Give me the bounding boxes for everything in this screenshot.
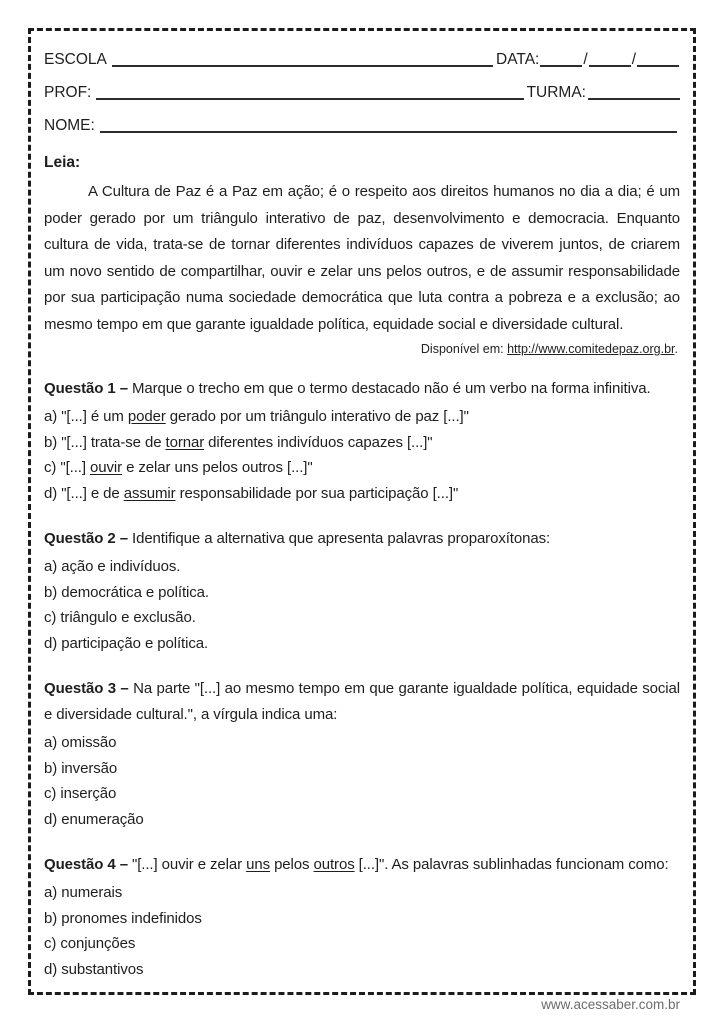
answer-option: [44, 781, 680, 807]
text-segment: c) conjunções: [44, 935, 136, 952]
text-segment: responsabilidade por sua participação [...]": [175, 484, 459, 502]
text-segment: d) substantivos: [44, 960, 144, 978]
question-number: Questão 4 –: [44, 856, 128, 873]
text-segment: "[...] ouvir e zelar: [127, 856, 247, 873]
worksheet-border-box: [28, 28, 696, 995]
answer-option: [44, 605, 680, 631]
text-segment: c) "[...]: [44, 459, 90, 476]
answer-option: [44, 957, 680, 983]
answer-option: [44, 404, 680, 430]
answer-option: [44, 931, 680, 957]
text-segment: c) inserção: [44, 785, 117, 802]
source-url: http://www.comitedepaz.org.br: [507, 342, 675, 356]
text-segment: pelos: [270, 856, 314, 873]
underlined-term: ouvir: [90, 459, 123, 476]
header-row-prof: [44, 76, 680, 102]
questions: [44, 376, 680, 982]
source-suffix: .: [674, 342, 678, 356]
source-line: [44, 342, 678, 356]
underlined-term: outros: [313, 856, 355, 873]
question-block: [44, 526, 680, 656]
footer-site-url: www.acessaber.com.br: [541, 997, 680, 1012]
question-block: [44, 376, 680, 506]
answer-option: [44, 880, 680, 906]
date-separator: /: [631, 51, 636, 68]
question-prompt: [44, 852, 680, 878]
header-row-escola: [44, 43, 680, 69]
question-prompt: [44, 526, 680, 552]
answer-option: [44, 631, 680, 657]
escola-label: ESCOLA: [44, 51, 107, 68]
question-block: [44, 676, 680, 832]
date-day-blank: [540, 64, 582, 67]
text-segment: c) triângulo e exclusão.: [44, 609, 196, 626]
answer-option: [44, 430, 680, 456]
text-segment: a) "[...] é um: [44, 408, 128, 425]
underlined-term: assumir: [123, 484, 176, 502]
leia-heading: Leia:: [44, 154, 81, 171]
text-segment: b) democrática e política.: [44, 583, 209, 601]
underlined-term: poder: [127, 408, 166, 425]
answer-option: [44, 807, 680, 833]
underlined-term: uns: [246, 856, 270, 873]
question-block: [44, 852, 680, 982]
answer-option: [44, 554, 680, 580]
underlined-term: tornar: [165, 433, 205, 451]
text-segment: d) enumeração: [44, 810, 144, 828]
text-segment: [...]". As palavras sublinhadas funcionam como:: [354, 856, 669, 873]
text-segment: Identifique a alternativa que apresenta palavras proparoxítonas:: [127, 530, 551, 547]
question-prompt: [44, 376, 680, 402]
prof-blank-line: [96, 97, 523, 100]
source-prefix: Disponível em:: [420, 342, 508, 356]
prof-label: PROF:: [44, 84, 92, 101]
question-number: Questão 1 –: [44, 380, 128, 397]
question-prompt: [44, 676, 680, 728]
data-label: DATA:: [496, 51, 540, 68]
answer-option: [44, 756, 680, 782]
text-segment: a) ação e indivíduos.: [44, 558, 181, 575]
text-segment: Na parte "[...] ao mesmo tempo em que garante igualdade política, equidade social e diversidade cultural.", a vírgula indica uma:: [44, 680, 681, 723]
text-segment: b) "[...] trata-se de: [44, 433, 166, 451]
date-month-blank: [589, 64, 631, 67]
text-segment: d) "[...] e de: [44, 484, 124, 502]
answer-option: [44, 455, 680, 481]
question-number: Questão 3 –: [44, 680, 129, 697]
nome-blank-line: [100, 130, 677, 133]
text-segment: gerado por um triângulo interativo de paz [...]": [165, 408, 469, 425]
date-year-blank: [637, 64, 679, 67]
answer-option: [44, 730, 680, 756]
answer-option: [44, 906, 680, 932]
date-separator: /: [583, 51, 588, 68]
text-segment: diferentes indivíduos capazes [...]": [204, 433, 433, 451]
reading-paragraph: A Cultura de Paz é a Paz em ação; é o respeito aos direitos humanos no dia a dia; é um poder gerado por um triângulo interativo de paz, desenvolvimento e democracia. Enquanto cultura de vida, trata-se de tornar diferentes indivíduos capazes de viverem juntos, de criarem um novo sentido de compartilhar, ouvir e zelar uns pelos outros, e de assumir responsabilidade por sua participação numa sociedade democrática que luta contra a pobreza e a exclusão; ao mesmo tempo em que garante igualdade política, equidade social e diversidade cultural.: [44, 183, 680, 333]
turma-label: TURMA:: [526, 84, 586, 101]
nome-label: NOME:: [44, 117, 95, 134]
header-row-nome: [44, 109, 680, 135]
answer-option: [44, 580, 680, 606]
text-segment: d) participação e política.: [44, 634, 209, 652]
text-segment: b) inversão: [44, 759, 118, 777]
answer-option: [44, 481, 680, 507]
text-segment: e zelar uns pelos outros [...]": [122, 459, 313, 476]
question-number: Questão 2 –: [44, 530, 128, 547]
text-segment: a) numerais: [44, 884, 123, 901]
text-segment: Marque o trecho em que o termo destacado não é um verbo na forma infinitiva.: [127, 380, 651, 397]
turma-blank-line: [588, 97, 680, 100]
text-segment: b) pronomes indefinidos: [44, 909, 202, 927]
text-segment: a) omissão: [44, 734, 117, 751]
escola-blank-line: [112, 64, 493, 67]
